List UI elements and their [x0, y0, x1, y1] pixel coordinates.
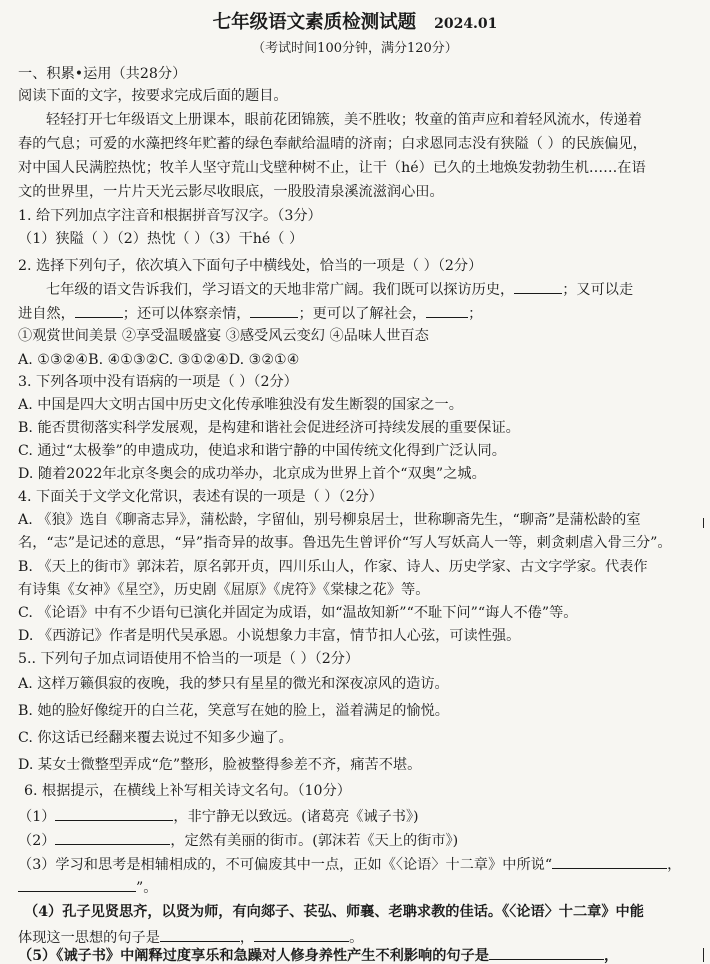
q4-option-b-1: B. 《天上的街市》郭沫若，原名郭开贞，四川乐山人，作家、诗人、历史学家、古文字学家。代表作: [18, 559, 648, 575]
dotted-word: 翻来覆去: [108, 730, 166, 746]
answer-blank[interactable]: [254, 926, 349, 942]
passage-text: ；牧羊人坚守荒山戈壁种树不止，让干（hé）已久的土地焕发勃勃生机……在语: [145, 160, 646, 176]
question-1-items: [18, 229, 694, 249]
q4-option-c: C. 《论语》中有不少语句已演化并固定为成语，如“温故知新”“不耻下问”“诲人不倦”等。: [18, 605, 578, 621]
q2-text: ；又可以走: [562, 282, 634, 298]
question-5-stem: 5.. 下列句子加点词语使用不恰当的一项是（ ）（2分）: [18, 651, 360, 667]
question-1-stem: 1. 给下列加点字注音和根据拼音写汉字。（3分）: [18, 208, 322, 224]
q6-text: ，定然有美丽的街市。(郭沫若《天上的街市》): [170, 833, 459, 849]
question-2-choices: A. ①③②④B. ④①③②C. ③①②④D. ③②①④: [18, 352, 300, 368]
q6-item-3: [18, 853, 694, 873]
passage-line-3: [18, 158, 694, 178]
question-2-options: ①观赏世间美景 ②享受温暖盛宴 ③感受风云变幻 ④品味人世百态: [18, 328, 429, 344]
dotted-word: 溢: [335, 703, 350, 719]
q1-item-3: （3）干hé（ ）: [208, 231, 304, 247]
answer-blank[interactable]: [426, 302, 468, 318]
dotted-char: 忱: [131, 160, 146, 176]
scan-edge-mark: [703, 948, 704, 962]
q5-text: 开的白兰花，笑意写在她的脸上，: [122, 703, 336, 719]
dotted-word: 绽: [108, 703, 123, 719]
q6-text: （5）《诫子书》中阐释过度享乐和急躁对人修身养性产生不利影响的句子是: [18, 948, 489, 964]
answer-blank[interactable]: [18, 876, 136, 892]
answer-blank[interactable]: [514, 278, 562, 294]
passage-line-2: 春的气息；可爱的水藻把终年贮蓄的绿色奉献给温晴的济南；白求恩同志没有狭隘（ ）的民族偏见，: [18, 136, 647, 152]
q3-option-a: A. 中国是四大文明古国中历史文化传承唯独没有发生断裂的国家之一。: [18, 397, 463, 413]
q5-option-b: [18, 701, 694, 721]
dotted-char: 隘: [69, 231, 84, 247]
q6-text: ，: [603, 948, 619, 964]
passage-line-4: 文的世界里，一片片天光云影尽收眼底，一股股清泉溪流滋润心田。: [18, 184, 444, 200]
q5-text: A. 这样万籁俱寂的夜晚，我的梦只有星星的微光和深夜凉风的: [18, 676, 407, 692]
answer-blank[interactable]: （ ）: [175, 231, 209, 247]
q2-text: 进自然，: [18, 306, 75, 322]
q4-option-a-1: A. 《狼》选自《聊斋志异》，蒲松龄，字留仙，别号柳泉居士，世称聊斋先生，“聊斋”是蒲松龄的室: [18, 512, 641, 528]
answer-blank[interactable]: [75, 302, 123, 318]
q5-option-c: [18, 728, 694, 748]
question-2-line-2: [18, 302, 694, 322]
question-3-stem: 3. 下列各项中没有语病的一项是（ ）（2分）: [18, 374, 298, 390]
exam-date: 2024.01: [434, 16, 498, 32]
q5-option-d: [18, 755, 694, 775]
passage-text: 对中国人民满腔热: [18, 160, 132, 176]
q5-text: 。: [434, 676, 449, 692]
exam-subtitle: （考试时间100分钟，满分120分）: [252, 41, 458, 56]
q4-option-b-2: 有诗集《女神》《星空》，历史剧《屈原》《虎符》《棠棣之花》等。: [18, 582, 430, 598]
q6-text: ，非宁静无以致远。(诸葛亮《诫子书》): [173, 809, 419, 825]
reading-instruction: 阅读下面的文字，按要求完成后面的题目。: [18, 88, 288, 104]
q6-text: 体现这一思想的句子是: [18, 930, 160, 946]
answer-blank[interactable]: （ ）: [83, 231, 117, 247]
exam-title: [0, 10, 710, 37]
question-4-stem: 4. 下面关于文学文化常识，表述有误的一项是（ ）（2分）: [18, 489, 383, 505]
q3-option-b: B. 能否贯彻落实科学发展观，是构建和谐社会促进经济可持续发展的重要保证。: [18, 420, 520, 436]
answer-blank[interactable]: [55, 805, 173, 821]
q5-text: D. 某女士微整型弄成“危”整形，脸被整得: [18, 757, 280, 773]
question-2-line-1: [46, 278, 694, 298]
q3-option-c: C. 通过“太极拳”的申遗成功，使追求和谐宁静的中国传统文化得到广泛认同。: [18, 443, 506, 459]
answer-blank[interactable]: [55, 829, 170, 845]
answer-blank[interactable]: [250, 302, 298, 318]
q5-text: ，痛苦不堪。: [336, 757, 422, 773]
q6-text: ，: [239, 930, 255, 946]
q2-text: ；: [468, 306, 483, 322]
q5-option-a: [18, 674, 694, 694]
q1-item-2: （2）热: [116, 231, 162, 247]
scan-edge-mark: [703, 518, 704, 528]
question-6-stem: 6. 根据提示，在横线上补写相关诗文名句。（10分）: [24, 783, 351, 799]
q6-text: （1）: [18, 809, 56, 825]
q6-item-4: （4）孔子见贤思齐，以贤为师，有向郯子、苌弘、师襄、老聃求教的佳话。《〈论语〉十二章》中能: [24, 904, 644, 920]
q6-text: ”。: [136, 880, 158, 896]
q6-text: ，: [667, 857, 682, 873]
q6-text: （2）: [18, 833, 56, 849]
q4-option-a-2: 名，“志”是记述的意思，“异”指奇异的故事。鲁迅先生曾评价“写人写妖高人一等，刺贪刺虐入骨三分”。: [18, 535, 672, 551]
title-text: 七年级语文素质检测试题: [212, 12, 417, 33]
q6-item-3-cont: [18, 876, 694, 896]
q2-text: ；更可以了解社会，: [298, 306, 427, 322]
passage-line-1: 轻轻打开七年级语文上册课本，眼前花团锦簇，美不胜收；牧童的笛声应和着轻风流水，传递着: [46, 112, 642, 128]
q2-text: ；还可以体察亲情，: [122, 306, 251, 322]
q6-text: （3）学习和思考是相辅相成的，不可偏废其中一点，正如《〈论语〉十二章》中所说“: [18, 857, 553, 873]
question-2-stem: 2. 选择下列句子，依次填入下面句子中横线处，恰当的一项是（ ）（2分）: [18, 258, 483, 274]
q4-option-d: D. 《西游记》作者是明代吴承恩。小说想象力丰富，情节扣人心弦，可读性强。: [18, 628, 521, 644]
q6-text: 。: [349, 930, 364, 946]
q5-text: 着满足的愉悦。: [349, 703, 449, 719]
q2-text: 七年级的语文告诉我们，学习语文的天地非常广阔。我们既可以探访历史，: [46, 282, 515, 298]
answer-blank[interactable]: [489, 944, 604, 960]
dotted-word: 造访: [406, 676, 435, 692]
q6-item-4-cont: [18, 926, 694, 946]
section-heading: 一、积累•运用（共28分）: [18, 66, 187, 82]
q3-option-d: D. 随着2022年北京冬奥会的成功举办，北京成为世界上首个“双奥”之城。: [18, 466, 486, 482]
q5-text: 说过不知多少遍了。: [165, 730, 293, 746]
q6-item-1: [18, 805, 694, 825]
q1-item-1: （1）狭: [18, 231, 70, 247]
answer-blank[interactable]: [552, 853, 667, 869]
q5-text: B. 她的脸好像: [18, 703, 109, 719]
dotted-char: 忱: [161, 231, 176, 247]
answer-blank[interactable]: [160, 926, 240, 942]
dotted-word: 参差不齐: [279, 757, 337, 773]
q6-item-5: [18, 944, 694, 964]
q5-text: C. 你这话已经: [18, 730, 109, 746]
q6-item-2: [18, 829, 694, 849]
